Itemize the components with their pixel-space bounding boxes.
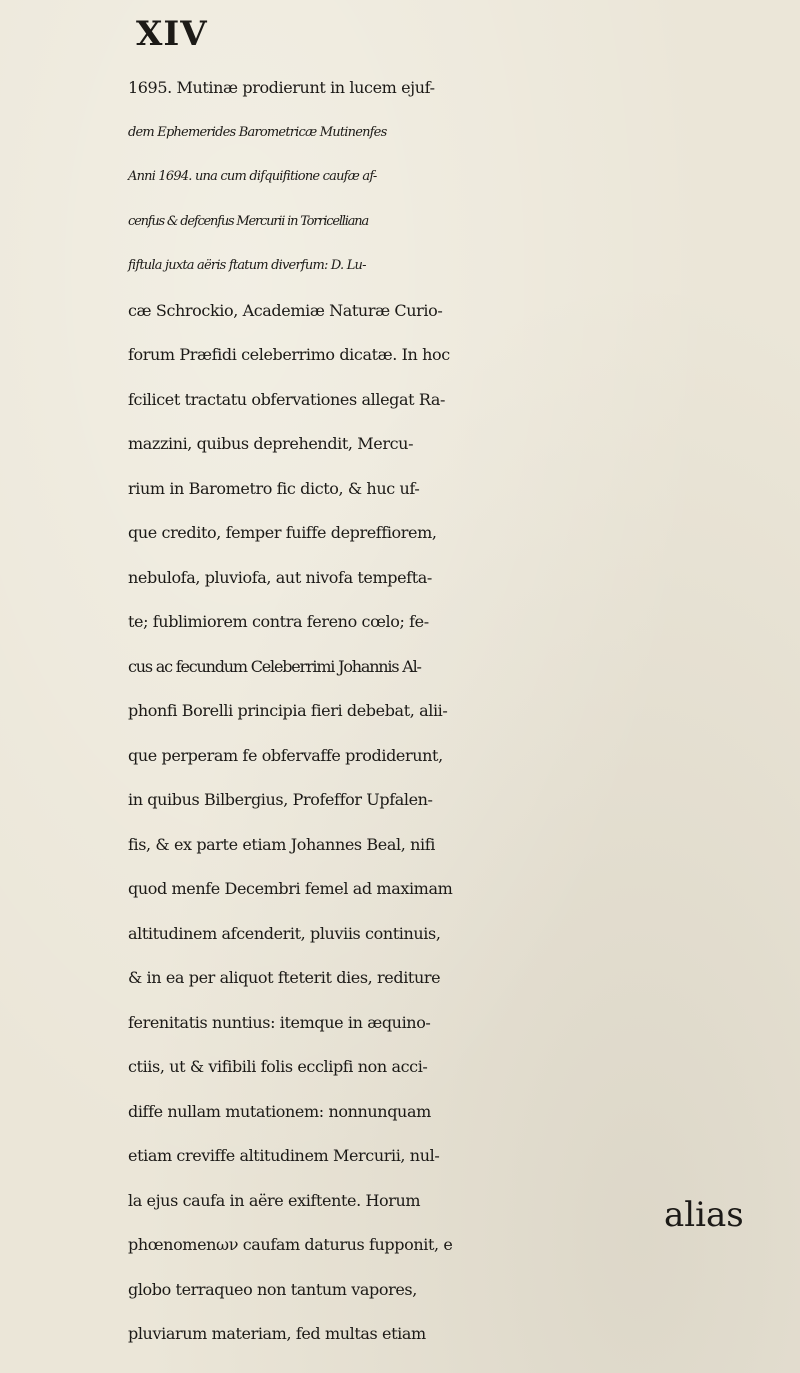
text-line: diffe nullam mutationem: nonnunquam bbox=[128, 1101, 431, 1121]
text-line: ctiis, ut & vifibili folis ecclipfi non acci- bbox=[128, 1057, 428, 1076]
text-line: que perperam fe obfervaffe prodiderunt, bbox=[128, 745, 443, 765]
text-line: nebulofa, pluviofa, aut nivofa tempefta- bbox=[128, 567, 432, 587]
text-line: cus ac fecundum Celeberrimi Johannis Al- bbox=[128, 656, 421, 676]
text-line: mazzini, quibus deprehendit, Mercu- bbox=[128, 434, 414, 453]
text-line: phonfi Borelli principia fieri debebat, alii- bbox=[128, 701, 448, 720]
text-line: altitudinem afcenderit, pluviis continuis, bbox=[128, 923, 441, 943]
text-line: fis, & ex parte etiam Johannes Beal, nifi bbox=[128, 834, 435, 854]
text-line: globo terraqueo non tantum vapores, bbox=[128, 1279, 417, 1299]
text-line: dem Ephemerides Barometricæ Mutinenfes bbox=[128, 124, 387, 140]
text-line: phœnomenων caufam daturus fupponit, e bbox=[128, 1235, 453, 1254]
text-line: etiam creviffe altitudinem Mercurii, nul- bbox=[128, 1146, 440, 1165]
body-text bbox=[128, 66, 792, 1357]
text-line: la ejus caufa in aëre exiftente. Horum bbox=[128, 1190, 421, 1210]
text-line: cenfus & defcenfus Mercurii in Torricelliana bbox=[128, 213, 368, 229]
text-line: forum Præfidi celeberrimo dicatæ. In hoc bbox=[128, 345, 450, 364]
text-line: fiftula juxta aëris ftatum diverfum: D. Lu- bbox=[128, 258, 366, 273]
text-line: & in ea per aliquot fteterit dies, rediture bbox=[128, 968, 441, 987]
text-line: Anni 1694. una cum difquifitione caufæ af- bbox=[128, 169, 377, 184]
catchword: alias bbox=[664, 1195, 744, 1235]
text-line: cæ Schrockio, Academiæ Naturæ Curio- bbox=[128, 300, 443, 320]
text-line: in quibus Bilbergius, Profeffor Upfalen- bbox=[128, 790, 433, 809]
text-line: 1695. Mutinæ prodierunt in lucem ejuf- bbox=[128, 78, 435, 97]
text-line: fcilicet tractatu obfervationes allegat Ra- bbox=[128, 389, 445, 409]
text-line: rium in Barometro fic dicto, & huc uf- bbox=[128, 478, 420, 498]
text-line: quod menfe Decembri femel ad maximam bbox=[128, 879, 453, 898]
page-number-heading: XIV bbox=[136, 14, 208, 54]
text-line: te; fublimiorem contra fereno cœlo; fe- bbox=[128, 612, 429, 631]
text-line: ferenitatis nuntius: itemque in æquino- bbox=[128, 1012, 431, 1032]
text-line: que credito, femper fuiffe depreffiorem, bbox=[128, 523, 437, 542]
text-line: pluviarum materiam, fed multas etiam bbox=[128, 1324, 426, 1343]
